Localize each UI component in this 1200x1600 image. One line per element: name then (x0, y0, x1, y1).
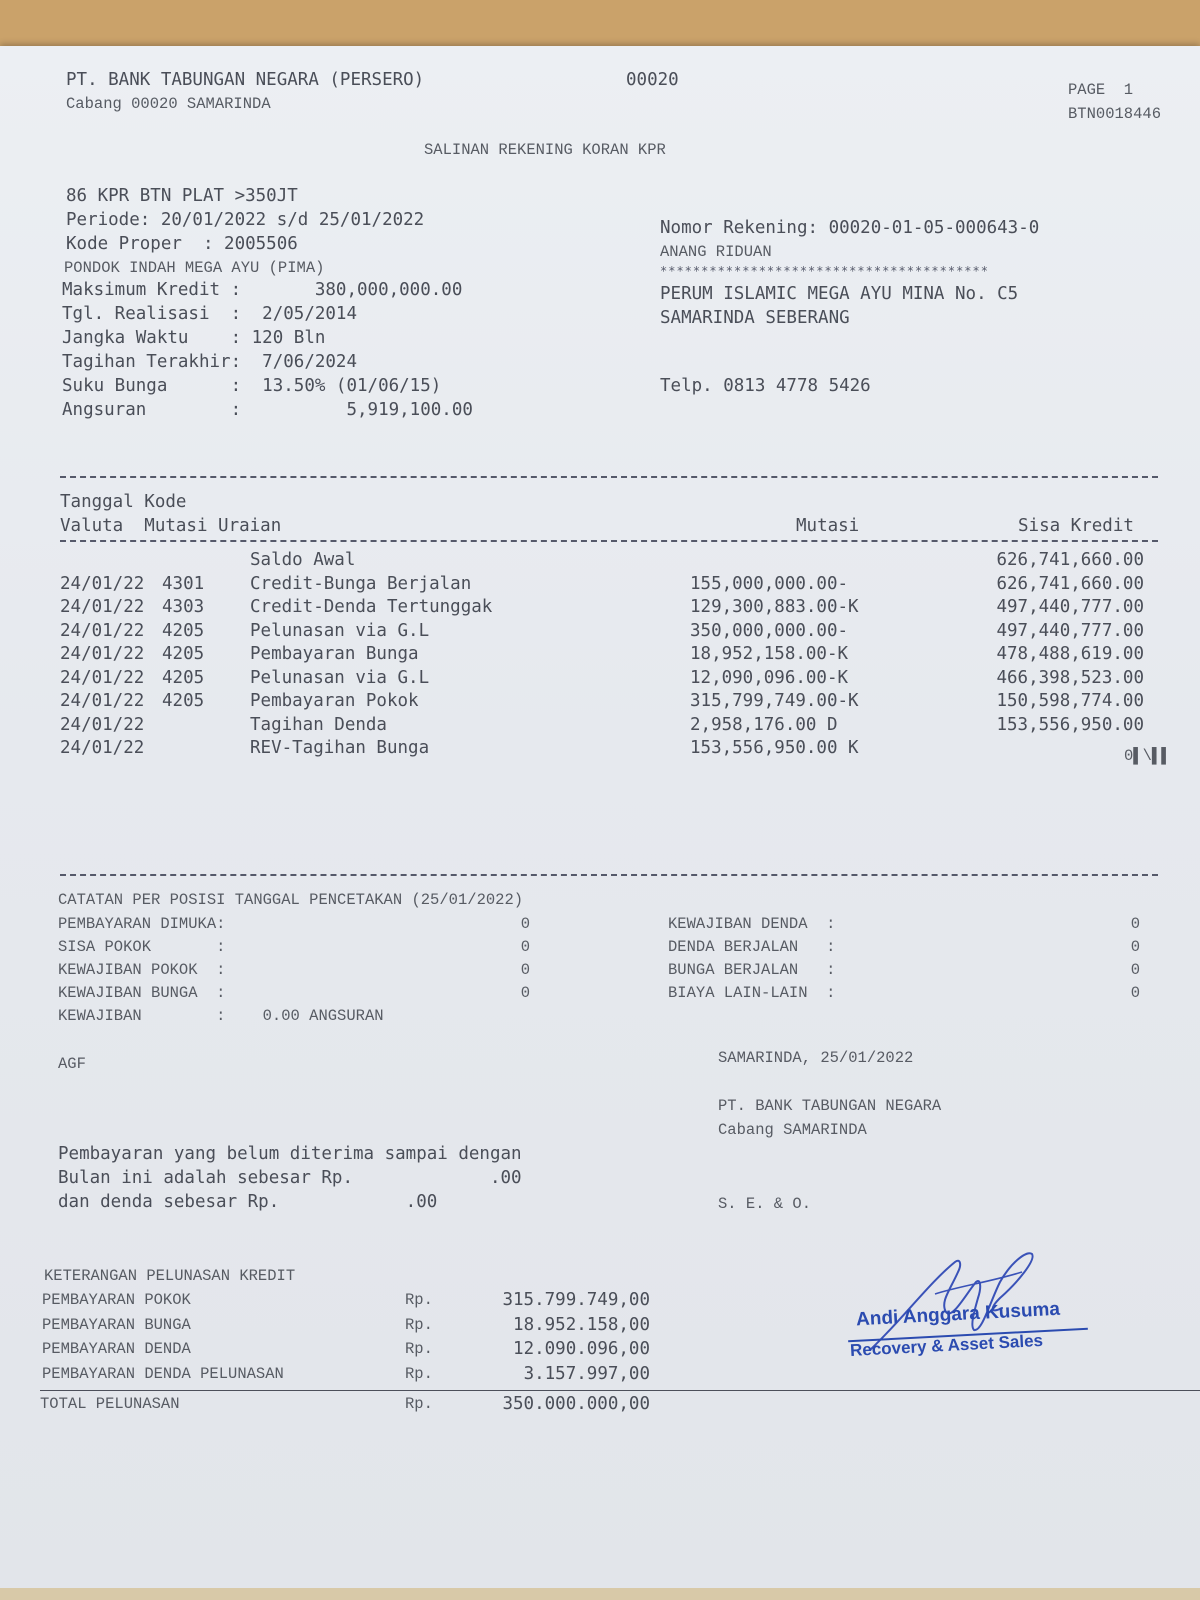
total-currency: Rp. (405, 1395, 433, 1413)
row-sisa-kredit: 626,741,660.00 (996, 550, 1144, 570)
account-number: Nomor Rekening: 00020-01-05-000643-0 (660, 218, 1040, 238)
note-label: SISA POKOK : (58, 938, 226, 956)
address-line-1: PERUM ISLAMIC MEGA AYU MINA No. C5 (660, 284, 1019, 304)
signatory-role: Recovery & Asset Sales (849, 1330, 1044, 1361)
document-title: SALINAN REKENING KORAN KPR (424, 141, 666, 159)
bank-name: PT. BANK TABUNGAN NEGARA (PERSERO) (66, 70, 425, 90)
branch-name: Cabang 00020 SAMARINDA (66, 95, 271, 113)
divider-top (60, 476, 1158, 478)
phone-number: Telp. 0813 4778 5426 (660, 376, 871, 396)
installment-amount: Angsuran : 5,919,100.00 (62, 400, 473, 420)
unpaid-line-3: dan denda sebesar Rp. .00 (58, 1192, 438, 1212)
row-code: 4205 (162, 620, 205, 641)
row-sisa-kredit: 497,440,777.00 (996, 620, 1144, 641)
note-label: DENDA BERJALAN : (668, 938, 836, 956)
interest-rate: Suku Bunga : 13.50% (01/06/15) (62, 376, 442, 396)
note-value: 0 (520, 915, 530, 933)
row-description: Credit-Bunga Berjalan (250, 573, 472, 594)
note-value: 0 (1130, 984, 1140, 1002)
row-code: 4205 (162, 667, 205, 688)
total-label: TOTAL PELUNASAN (40, 1395, 180, 1413)
note-value: 0 (1130, 938, 1140, 956)
note-value: 0 (1130, 915, 1140, 933)
note-label: BUNGA BERJALAN : (668, 961, 836, 979)
last-bill-date: Tagihan Terakhir: 7/06/2024 (62, 352, 358, 372)
settlement-currency: Rp. (405, 1364, 433, 1383)
column-header-sisa-kredit: Sisa Kredit (1018, 516, 1134, 536)
paper-bottom-edge (0, 1588, 1200, 1600)
row-description: Pembayaran Bunga (250, 644, 419, 664)
printed-statement-paper (0, 46, 1200, 1600)
settlement-currency: Rp. (405, 1291, 433, 1309)
max-credit: Maksimum Kredit : 380,000,000.00 (62, 280, 463, 300)
row-date: 24/01/22 (60, 691, 145, 711)
customer-name: ANANG RIDUAN (660, 243, 772, 261)
column-header-mutasi: Mutasi (796, 516, 860, 536)
settlement-value: 18.952.158,00 (513, 1314, 650, 1335)
row-mutasi: 2,958,176.00 D (690, 714, 838, 735)
row-mutasi: 12,090,096.00-K (690, 667, 849, 688)
row-sisa-kredit: 478,488,619.00 (996, 644, 1144, 664)
row-sisa-kredit: 150,598,774.00 (996, 691, 1144, 711)
row-description: Pembayaran Pokok (250, 691, 419, 711)
row-code: 4303 (162, 597, 205, 617)
note-value: 0 (520, 938, 530, 956)
masked-line: **************************************** (660, 264, 989, 278)
row-sisa-kredit: 466,398,523.00 (996, 667, 1144, 688)
note-label: PEMBAYARAN DIMUKA: (58, 915, 226, 933)
loan-term: Jangka Waktu : 120 Bln (62, 328, 326, 348)
row-code: 4205 (162, 691, 205, 711)
footer-branch: Cabang SAMARINDA (718, 1121, 867, 1139)
signatory-name: Andi Anggara Kusuma (855, 1298, 1061, 1331)
total-value: 350.000.000,00 (502, 1394, 650, 1414)
row-date: 24/01/22 (60, 597, 145, 617)
row-description: Pelunasan via G.L (250, 667, 430, 688)
row-description: Credit-Denda Tertunggak (250, 597, 493, 617)
note-label: KEWAJIBAN DENDA : (668, 915, 836, 933)
row-description: Tagihan Denda (250, 714, 387, 735)
settlement-label: PEMBAYARAN POKOK (42, 1291, 191, 1309)
note-value: 0 (520, 961, 530, 979)
place-date: SAMARINDA, 25/01/2022 (718, 1049, 914, 1067)
row-sisa-kredit: 626,741,660.00 (996, 573, 1144, 594)
row-date: 24/01/22 (60, 620, 145, 641)
realization-date: Tgl. Realisasi : 2/05/2014 (62, 304, 358, 324)
row-date: 24/01/22 (60, 667, 145, 688)
row-mutasi: 155,000,000.00- (690, 573, 849, 594)
row-date: 24/01/22 (60, 738, 145, 758)
settlement-value: 12.090.096,00 (513, 1339, 650, 1359)
note-label: KEWAJIBAN BUNGA : (58, 984, 226, 1002)
page-number: PAGE 1 (1068, 81, 1134, 99)
unpaid-line-2: Bulan ini adalah sebesar Rp. .00 (58, 1168, 522, 1188)
row-sisa-kredit: 497,440,777.00 (996, 597, 1144, 617)
notes-title: CATATAN PER POSISI TANGGAL PENCETAKAN (25/01/2022) (58, 891, 524, 909)
divider-notes (60, 874, 1158, 876)
row-code: 4205 (162, 644, 205, 664)
row-date: 24/01/22 (60, 644, 145, 664)
table-header-line-2: Valuta Mutasi Uraian (60, 516, 282, 536)
row-sisa-kredit: 153,556,950.00 (996, 714, 1144, 735)
note-value: 0 (520, 984, 530, 1002)
table-header-line-1: Tanggal Kode (60, 492, 187, 512)
row-mutasi: 315,799,749.00-K (690, 691, 859, 711)
settlement-value: 315.799.749,00 (502, 1290, 650, 1310)
kewajiban-line: KEWAJIBAN : 0.00 ANGSURAN (58, 1007, 384, 1025)
footer-bank: PT. BANK TABUNGAN NEGARA (718, 1097, 942, 1115)
row-description: REV-Tagihan Bunga (250, 738, 430, 758)
row-description: Pelunasan via G.L (250, 620, 430, 641)
stray-print-mark: 0▌\▌▌ (1124, 747, 1171, 765)
errors-omissions: S. E. & O. (718, 1195, 812, 1213)
note-value: 0 (1130, 961, 1140, 979)
note-label: BIAYA LAIN-LAIN : (668, 984, 836, 1002)
row-code: 4301 (162, 573, 205, 594)
document-id: BTN0018446 (1068, 105, 1162, 123)
settlement-currency: Rp. (405, 1315, 433, 1334)
total-underline (40, 1390, 1200, 1391)
note-label: KEWAJIBAN POKOK : (58, 961, 226, 979)
kode-proper: Kode Proper : 2005506 (66, 234, 298, 254)
product-name: 86 KPR BTN PLAT >350JT (66, 186, 298, 206)
settlement-currency: Rp. (405, 1340, 433, 1358)
statement-period: Periode: 20/01/2022 s/d 25/01/2022 (66, 210, 425, 230)
row-mutasi: 18,952,158.00-K (690, 644, 849, 664)
settlement-label: PEMBAYARAN BUNGA (42, 1315, 191, 1334)
branch-code: 00020 (626, 70, 679, 90)
project-name: PONDOK INDAH MEGA AYU (PIMA) (64, 259, 325, 277)
settlement-title: KETERANGAN PELUNASAN KREDIT (44, 1267, 296, 1285)
row-mutasi: 129,300,883.00-K (690, 597, 859, 617)
address-line-2: SAMARINDA SEBERANG (660, 308, 850, 328)
row-date: 24/01/22 (60, 573, 145, 594)
settlement-label: PEMBAYARAN DENDA (42, 1340, 191, 1358)
agf-label: AGF (58, 1055, 86, 1073)
divider-header (60, 540, 1158, 542)
row-mutasi: 153,556,950.00 K (690, 738, 859, 758)
settlement-value: 3.157.997,00 (523, 1363, 650, 1384)
unpaid-line-1: Pembayaran yang belum diterima sampai dengan (58, 1144, 522, 1164)
row-date: 24/01/22 (60, 714, 145, 735)
row-description: Saldo Awal (250, 550, 356, 570)
row-mutasi: 350,000,000.00- (690, 620, 849, 641)
settlement-label: PEMBAYARAN DENDA PELUNASAN (42, 1364, 284, 1383)
